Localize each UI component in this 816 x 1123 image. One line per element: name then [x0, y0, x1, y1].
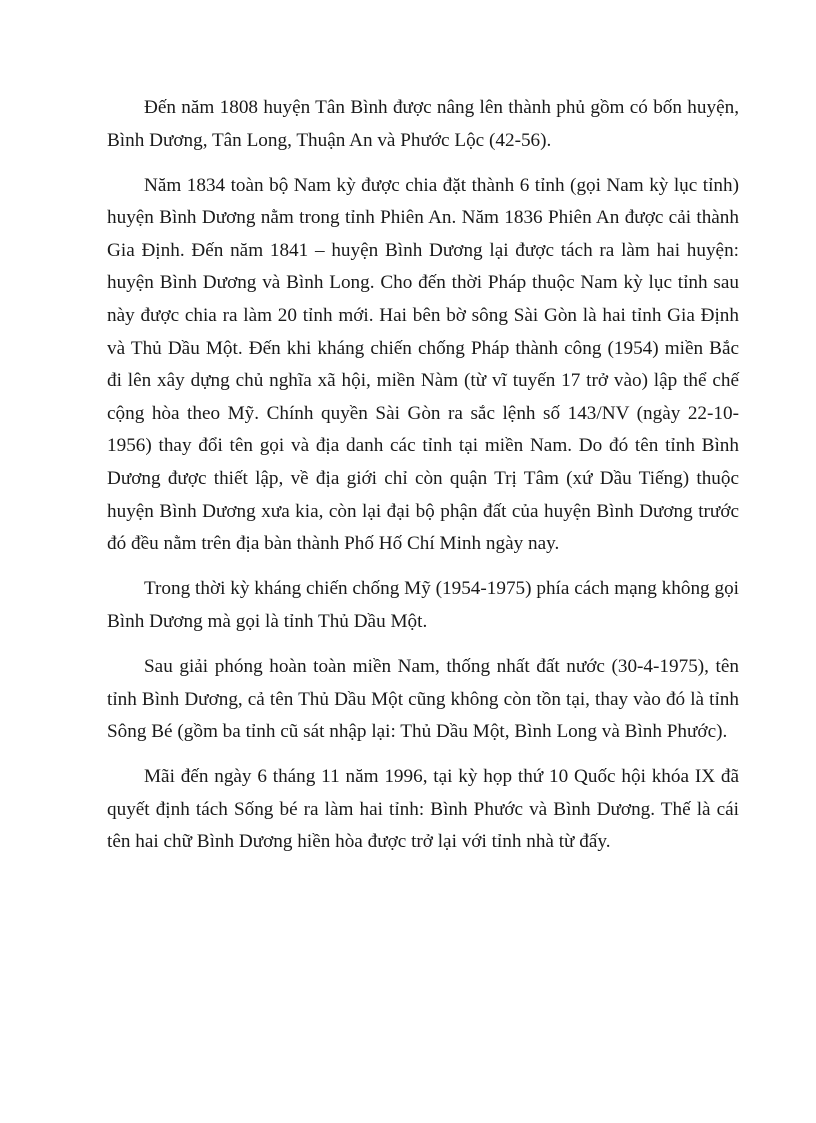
paragraph-2: Năm 1834 toàn bộ Nam kỳ được chia đặt thành 6 tỉnh (gọi Nam kỳ lục tỉnh) huyện Bình Dương nằm trong tỉnh Phiên An. Năm 1836 Phiên An được cải thành Gia Định. Đến năm 1841 – huyện Bình Dương lại được tách ra làm hai huyện: huyện Bình Dương và Bình Long. Cho đến thời Pháp thuộc Nam kỳ lục tỉnh sau này được chia ra làm 20 tỉnh mới. Hai bên bờ sông Sài Gòn là hai tỉnh Gia Định và Thủ Dầu Một. Đến khi kháng chiến chống Pháp thành công (1954) miền Bắc đi lên xây dựng chủ nghĩa xã hội, miền Nàm (từ vĩ tuyến 17 trở vào) lập thể chế cộng hòa theo Mỹ. Chính quyền Sài Gòn ra sắc lệnh số 143/NV (ngày 22-10-1956) thay đổi tên gọi và địa danh các tỉnh tại miền Nam. Do đó tên tỉnh Bình Dương được thiết lập, về địa giới chỉ còn quận Trị Tâm (xứ Dầu Tiếng) thuộc huyện Bình Dương xưa kia, còn lại đại bộ phận đất của huyện Bình Dương trước đó đều nằm trên địa bàn thành Phố Hố Chí Minh ngày nay. [107, 174, 739, 555]
paragraph-1: Đến năm 1808 huyện Tân Bình được nâng lên thành phủ gồm có bốn huyện, Bình Dương, Tân Long, Thuận An và Phước Lộc (42-56). [107, 97, 739, 151]
document-page [107, 92, 739, 872]
paragraph-3: Trong thời kỳ kháng chiến chống Mỹ (1954-1975) phía cách mạng không gọi Bình Dương mà gọi là tỉnh Thủ Dầu Một. [107, 578, 739, 632]
paragraph-5: Mãi đến ngày 6 tháng 11 năm 1996, tại kỳ họp thứ 10 Quốc hội khóa IX đã quyết định tách Sống bé ra làm hai tỉnh: Bình Phước và Bình Dương. Thế là cái tên hai chữ Bình Dương hiền hòa được trở lại với tỉnh nhà từ đấy. [107, 766, 739, 853]
paragraph-4: Sau giải phóng hoàn toàn miền Nam, thống nhất đất nước (30-4-1975), tên tỉnh Bình Dương, cả tên Thủ Dầu Một cũng không còn tồn tại, thay vào đó là tỉnh Sông Bé (gồm ba tỉnh cũ sát nhập lại: Thủ Dầu Một, Bình Long và Bình Phước). [107, 656, 739, 743]
